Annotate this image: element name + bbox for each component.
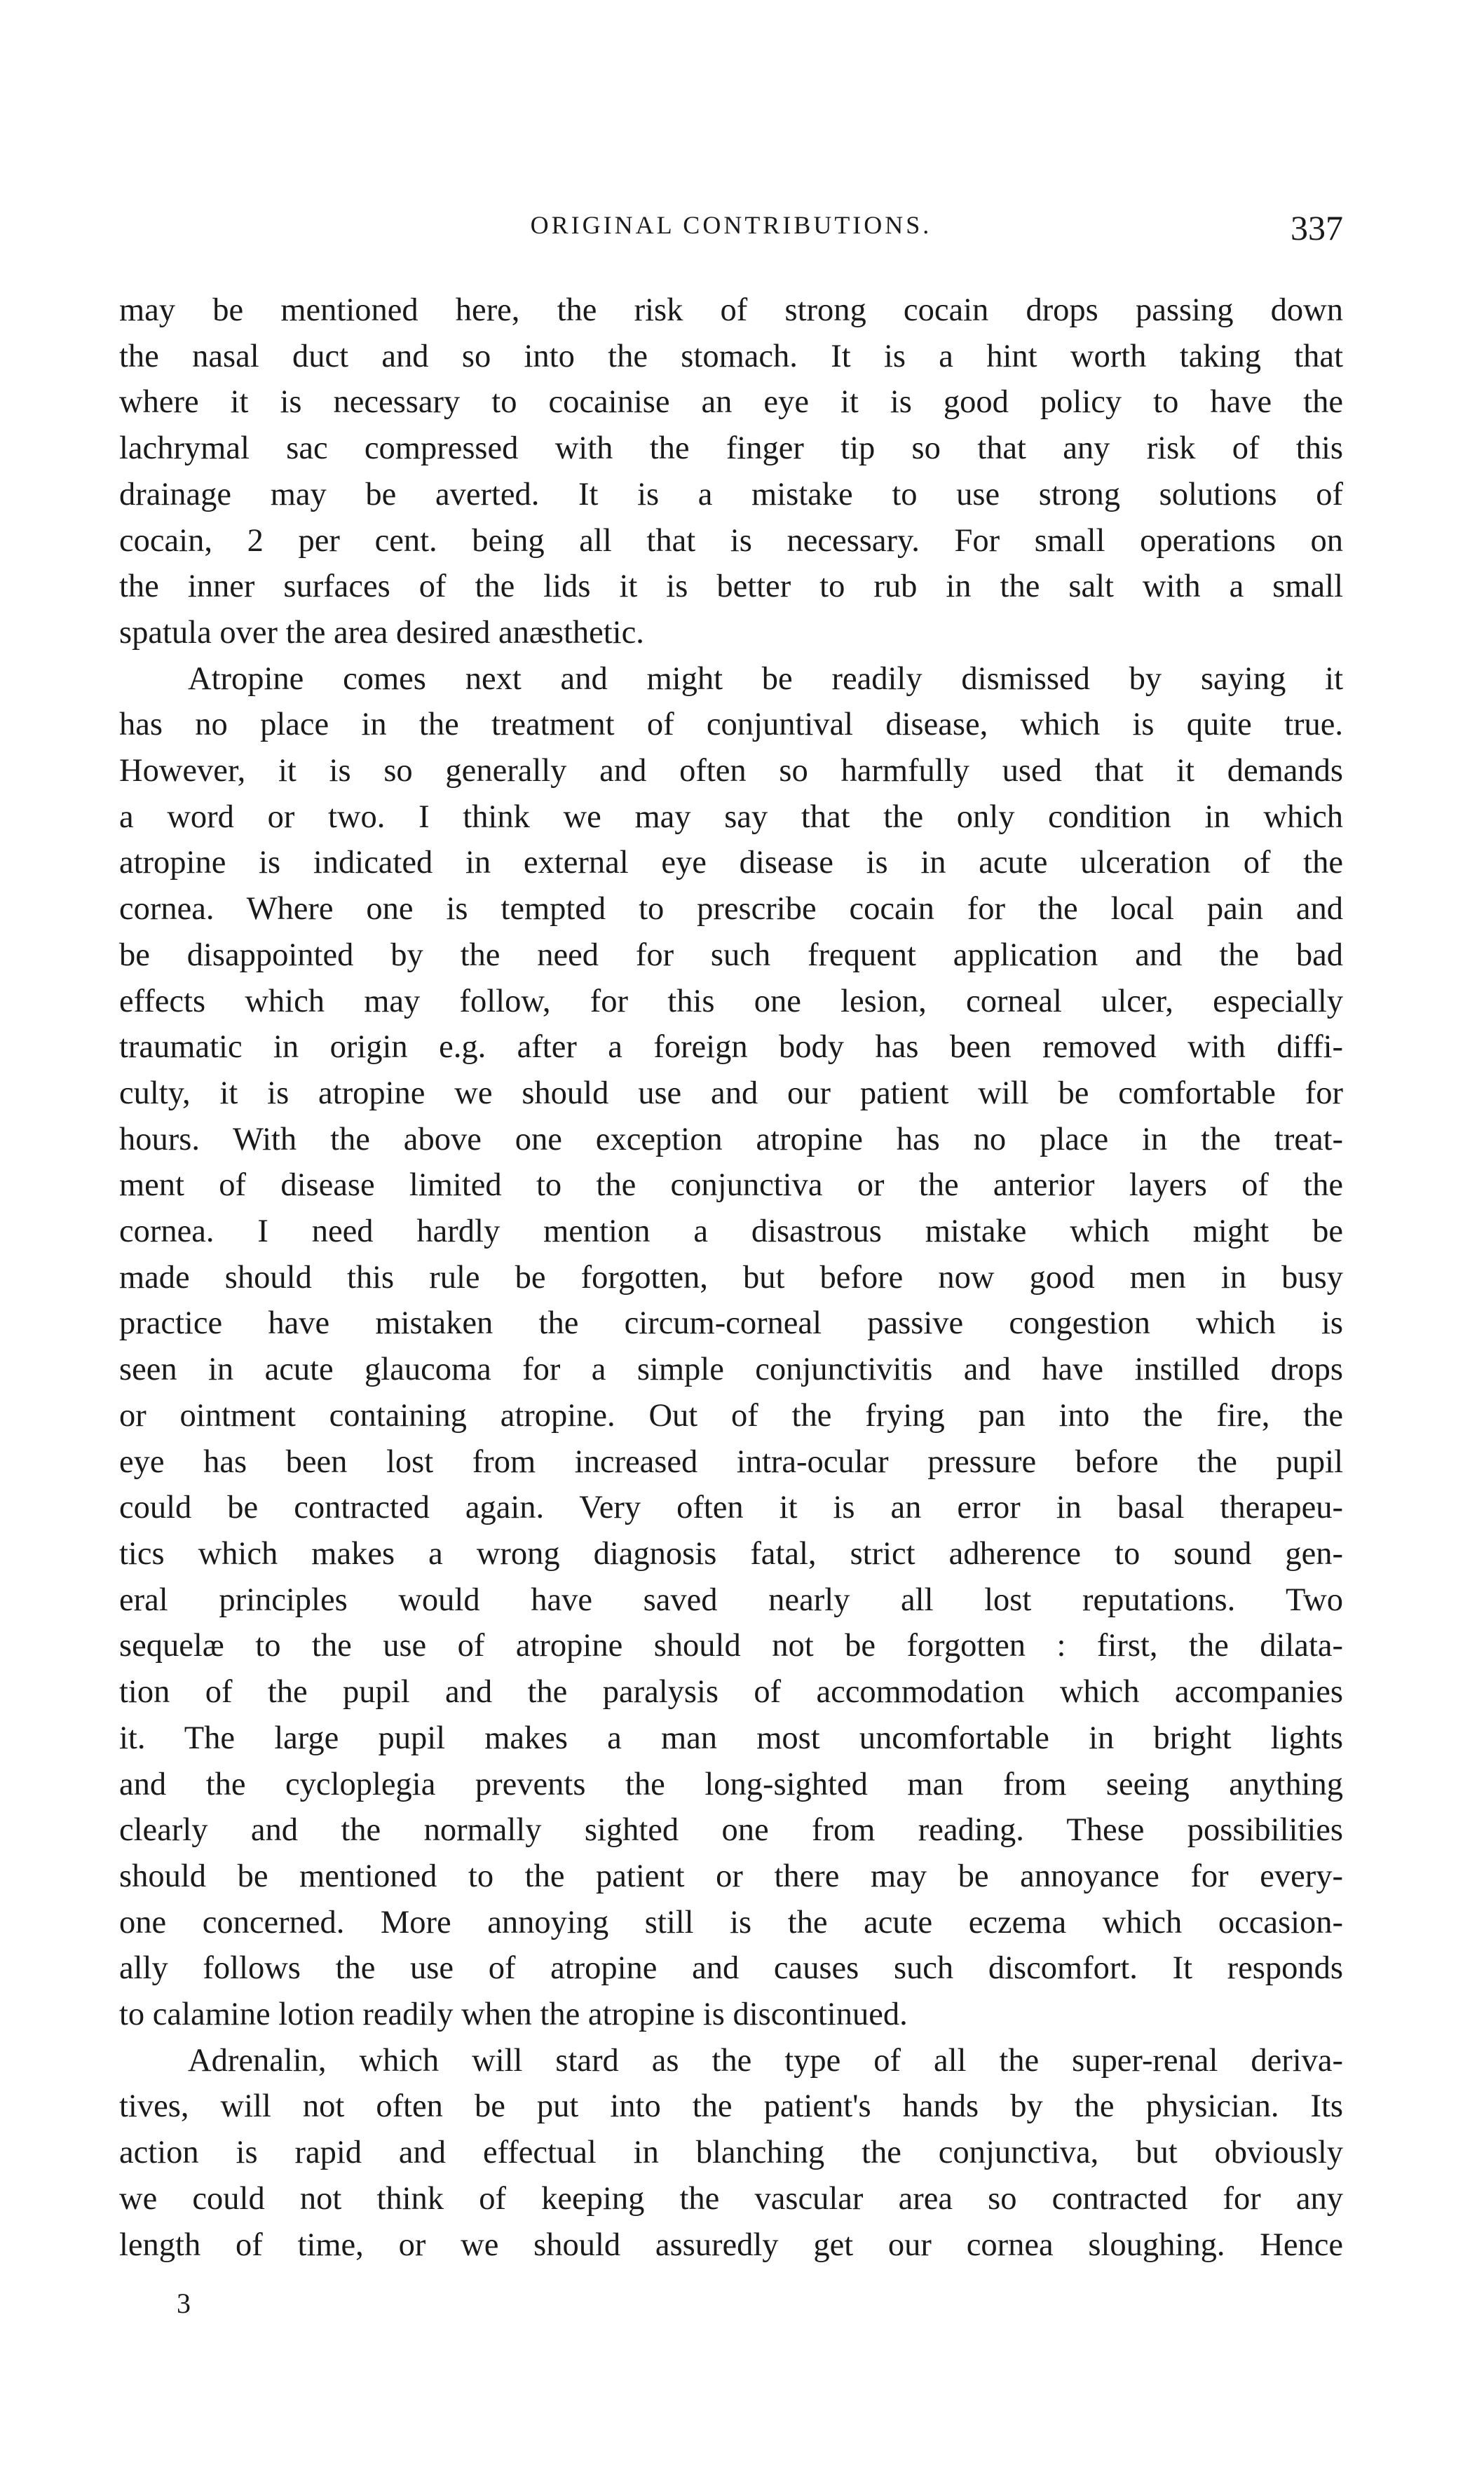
text-line: eral principles would have saved nearly all lost reputations. Two: [119, 1582, 1343, 1618]
text-line: may be mentioned here, the risk of strong cocain drops passing down: [119, 292, 1343, 328]
text-line: a word or two. I think we may say that the only condition in which: [119, 798, 1343, 835]
text-line: lachrymal sac compressed with the finger tip so that any risk of this: [119, 430, 1343, 467]
text-line: Atropine comes next and might be readily dismissed by saying it: [188, 660, 1343, 697]
text-line: be disappointed by the need for such frequent application and the bad: [119, 937, 1343, 973]
text-line: action is rapid and effectual in blanching the conjunctiva, but obviously: [119, 2135, 1343, 2171]
text-line: eye has been lost from increased intra-ocular pressure before the pupil: [119, 1443, 1343, 1480]
text-line: culty, it is atropine we should use and our patient will be comfortable for: [119, 1075, 1343, 1111]
text-line: However, it is so generally and often so harmfully used that it demands: [119, 753, 1343, 789]
text-line: and the cycloplegia prevents the long-sighted man from seeing anything: [119, 1766, 1343, 1802]
text-line: Adrenalin, which will stard as the type of all the super-renal deriva-: [188, 2042, 1343, 2079]
running-title: ORIGINAL CONTRIBUTIONS.: [530, 211, 932, 239]
text-line: to calamine lotion readily when the atropine is discontinued.: [119, 1997, 908, 2033]
text-line: has no place in the treatment of conjuntival disease, which is quite true.: [119, 707, 1343, 743]
text-line: or ointment containing atropine. Out of the frying pan into the fire, the: [119, 1397, 1343, 1434]
text-line: where it is necessary to cocainise an eye it is good policy to have the: [119, 384, 1343, 421]
text-line: hours. With the above one exception atropine has no place in the treat-: [119, 1121, 1343, 1157]
text-line: atropine is indicated in external eye disease is in acute ulceration of the: [119, 845, 1343, 881]
text-line: clearly and the normally sighted one from reading. These possibilities: [119, 1812, 1343, 1849]
text-line: effects which may follow, for this one lesion, corneal ulcer, especially: [119, 983, 1343, 1019]
text-line: sequelæ to the use of atropine should not be forgotten : first, the dilata-: [119, 1628, 1343, 1664]
text-line: we could not think of keeping the vascular area so contracted for any: [119, 2180, 1343, 2217]
text-line: the nasal duct and so into the stomach. It is a hint worth taking that: [119, 338, 1343, 374]
text-line: ment of disease limited to the conjunctiva or the anterior layers of the: [119, 1167, 1343, 1204]
text-line: should be mentioned to the patient or there may be annoyance for every-: [119, 1858, 1343, 1894]
text-line: tives, will not often be put into the patient's hands by the physician. Its: [119, 2088, 1343, 2125]
body-text: [119, 287, 1343, 2268]
text-line: seen in acute glaucoma for a simple conjunctivitis and have instilled drops: [119, 1352, 1343, 1388]
text-line: tics which makes a wrong diagnosis fatal, strict adherence to sound gen-: [119, 1535, 1343, 1572]
text-line: cornea. I need hardly mention a disastrous mistake which might be: [119, 1214, 1343, 1250]
text-line: it. The large pupil makes a man most uncomfortable in bright lights: [119, 1720, 1343, 1756]
text-line: made should this rule be forgotten, but before now good men in busy: [119, 1259, 1343, 1296]
text-line: cocain, 2 per cent. being all that is necessary. For small operations on: [119, 522, 1343, 559]
text-line: the inner surfaces of the lids it is better to rub in the salt with a small: [119, 569, 1343, 605]
text-line: could be contracted again. Very often it is an error in basal therapeu-: [119, 1490, 1343, 1526]
text-line: tion of the pupil and the paralysis of accommodation which accompanies: [119, 1674, 1343, 1711]
text-line: one concerned. More annoying still is the acute eczema which occasion-: [119, 1904, 1343, 1940]
text-line: cornea. Where one is tempted to prescribe cocain for the local pain and: [119, 891, 1343, 927]
signature-mark: 3: [177, 2288, 191, 2319]
page-number: 337: [1291, 208, 1343, 247]
text-line: length of time, or we should assuredly get our cornea sloughing. Hence: [119, 2227, 1343, 2263]
text-line: drainage may be averted. It is a mistake to use strong solutions of: [119, 476, 1343, 512]
text-line: ally follows the use of atropine and causes such discomfort. It responds: [119, 1950, 1343, 1987]
text-line: traumatic in origin e.g. after a foreign body has been removed with diffi-: [119, 1029, 1343, 1066]
text-line: spatula over the area desired anæsthetic.: [119, 614, 644, 651]
paragraph-2: [119, 656, 1343, 2038]
running-header: [119, 208, 1343, 250]
paragraph-1: [119, 287, 1343, 656]
text-line: practice have mistaken the circum-corneal passive congestion which is: [119, 1305, 1343, 1342]
paragraph-3: [119, 2038, 1343, 2269]
